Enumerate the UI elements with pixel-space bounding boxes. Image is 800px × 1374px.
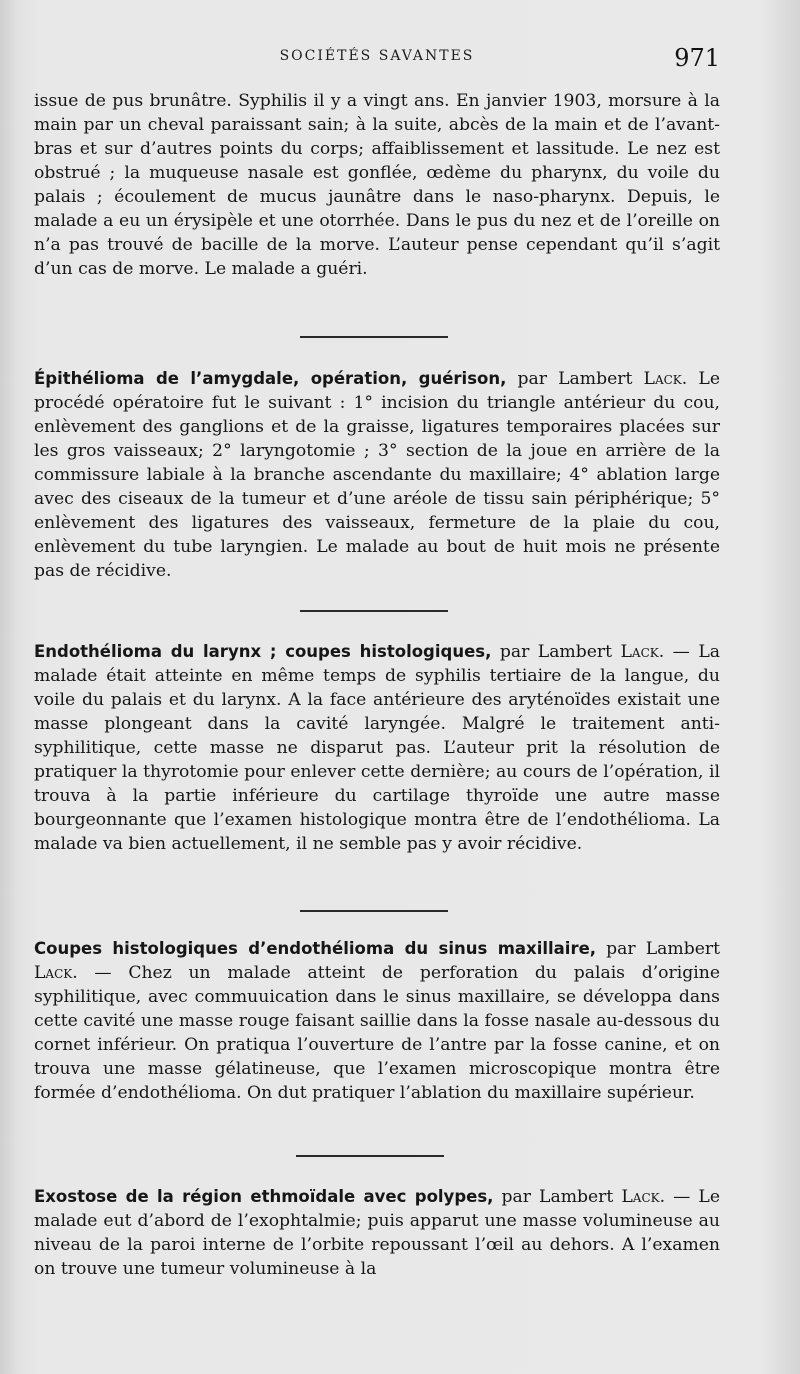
section-divider [300, 610, 448, 612]
article-body: — Le malade eut d’abord de l’exophtalmie; puis apparut une masse volumineuse au niveau de la paroi interne de l’orbite repoussant l’œil au dehors. A l’examen on trouve une tumeur volumineuse à la [34, 1187, 720, 1279]
page-number: 971 [674, 44, 720, 72]
article-endothelioma-larynx [34, 640, 720, 856]
article-body: — La malade était atteinte en même temps de syphilis tertiaire de la langue, du voile du palais et du larynx. A la face antérieure des aryténoïdes existait une masse plongeant dans la cavité laryngée. Malgré le traitement anti-syphilitique, cette masse ne disparut pas. L’auteur prit la résolution de pratiquer la thyrotomie pour enlever cette dernière; au cours de l’opération, il trouva à la partie inférieure du cartilage thyroïde une autre masse bourgeonnante que l’examen histologique montra être de l’endothélioma. La malade va bien actuellement, il ne semble pas y avoir récidive. [34, 642, 721, 854]
article-byline: par Lambert [491, 642, 621, 662]
section-divider [300, 910, 448, 912]
article-author: Lack [621, 1187, 660, 1207]
article-sinus-maxillaire-paragraph [34, 937, 720, 1105]
article-byline: par Lambert [506, 369, 644, 389]
article-author: Lack [34, 963, 73, 983]
article-title: Endothélioma du larynx ; coupes histologiques, [34, 642, 492, 661]
article-byline-end: . [659, 1187, 666, 1207]
article-exostose-paragraph [34, 1185, 720, 1281]
article-epithelioma [34, 367, 720, 583]
article-author: Lack [620, 642, 659, 662]
section-divider [296, 1155, 444, 1157]
article-endothelioma-larynx-paragraph [34, 640, 720, 856]
article-exostose [34, 1185, 720, 1281]
article-byline-end: . [658, 642, 665, 662]
article-byline-end: . [72, 963, 78, 983]
section-divider [300, 336, 448, 338]
article-author: Lack [643, 369, 682, 389]
article-epithelioma-paragraph [34, 367, 720, 583]
article-title: Coupes histologiques d’endothélioma du sinus maxillaire, [34, 939, 597, 958]
article-body: Le procédé opératoire fut le suivant : 1° incision du triangle antérieur du cou, enlèvement des ganglions et de la graisse, ligatures temporaires placées sur les gros vaisseaux; 2° laryngotomie ; 3° section de la joue en arrière de la commissure labiale à la branche ascendante du maxillaire; 4° ablation large avec des ciseaux de la tumeur et d’une aréole de tissu sain périphérique; 5° enlèvement des ligatures des vaisseaux, fermeture de la plaie du cou, enlèvement du tube laryngien. Le malade au bout de huit mois ne présente pas de récidive. [34, 369, 720, 581]
article-continued [34, 89, 720, 281]
article-title: Épithélioma de l’amygdale, opération, guérison, [34, 369, 507, 388]
article-byline: par Lambert [493, 1187, 622, 1207]
article-title: Exostose de la région ethmoïdale avec polypes, [34, 1187, 494, 1206]
article-byline-end: . [681, 369, 688, 389]
article-continued-text: issue de pus brunâtre. Syphilis il y a vingt ans. En janvier 1903, morsure à la main par un cheval paraissant sain; à la suite, abcès de la main et de l’avant-bras et sur d’autres points du corps; affaiblissement et lassitude. Le nez est obstrué ; la muqueuse nasale est gonflée, œdème du pharynx, du voile du palais ; écoulement de mucus jaunâtre dans le naso-pharynx. Depuis, le malade a eu un érysipèle et une otorrhée. Dans le pus du nez et de l’oreille on n’a pas trouvé de bacille de la morve. L’auteur pense cependant qu’il s’agit d’un cas de morve. Le malade a guéri. [34, 91, 720, 279]
article-sinus-maxillaire [34, 937, 720, 1105]
article-byline: par Lambert [596, 939, 720, 959]
article-body: — Chez un malade atteint de perforation du palais d’origine syphilitique, avec commuuication dans le sinus maxillaire, se développa dans cette cavité une masse rouge faisant saillie dans la fosse nasale au-dessous du cornet inférieur. On pratiqua l’ouverture de l’antre par la fosse canine, et on trouva une masse gélatineuse, que l’examen microscopique montra être formée d’endothélioma. On dut pratiquer l’ablation du maxillaire supérieur. [34, 963, 720, 1103]
running-title: SOCIÉTÉS SAVANTES [279, 48, 475, 64]
page-header [34, 40, 720, 80]
